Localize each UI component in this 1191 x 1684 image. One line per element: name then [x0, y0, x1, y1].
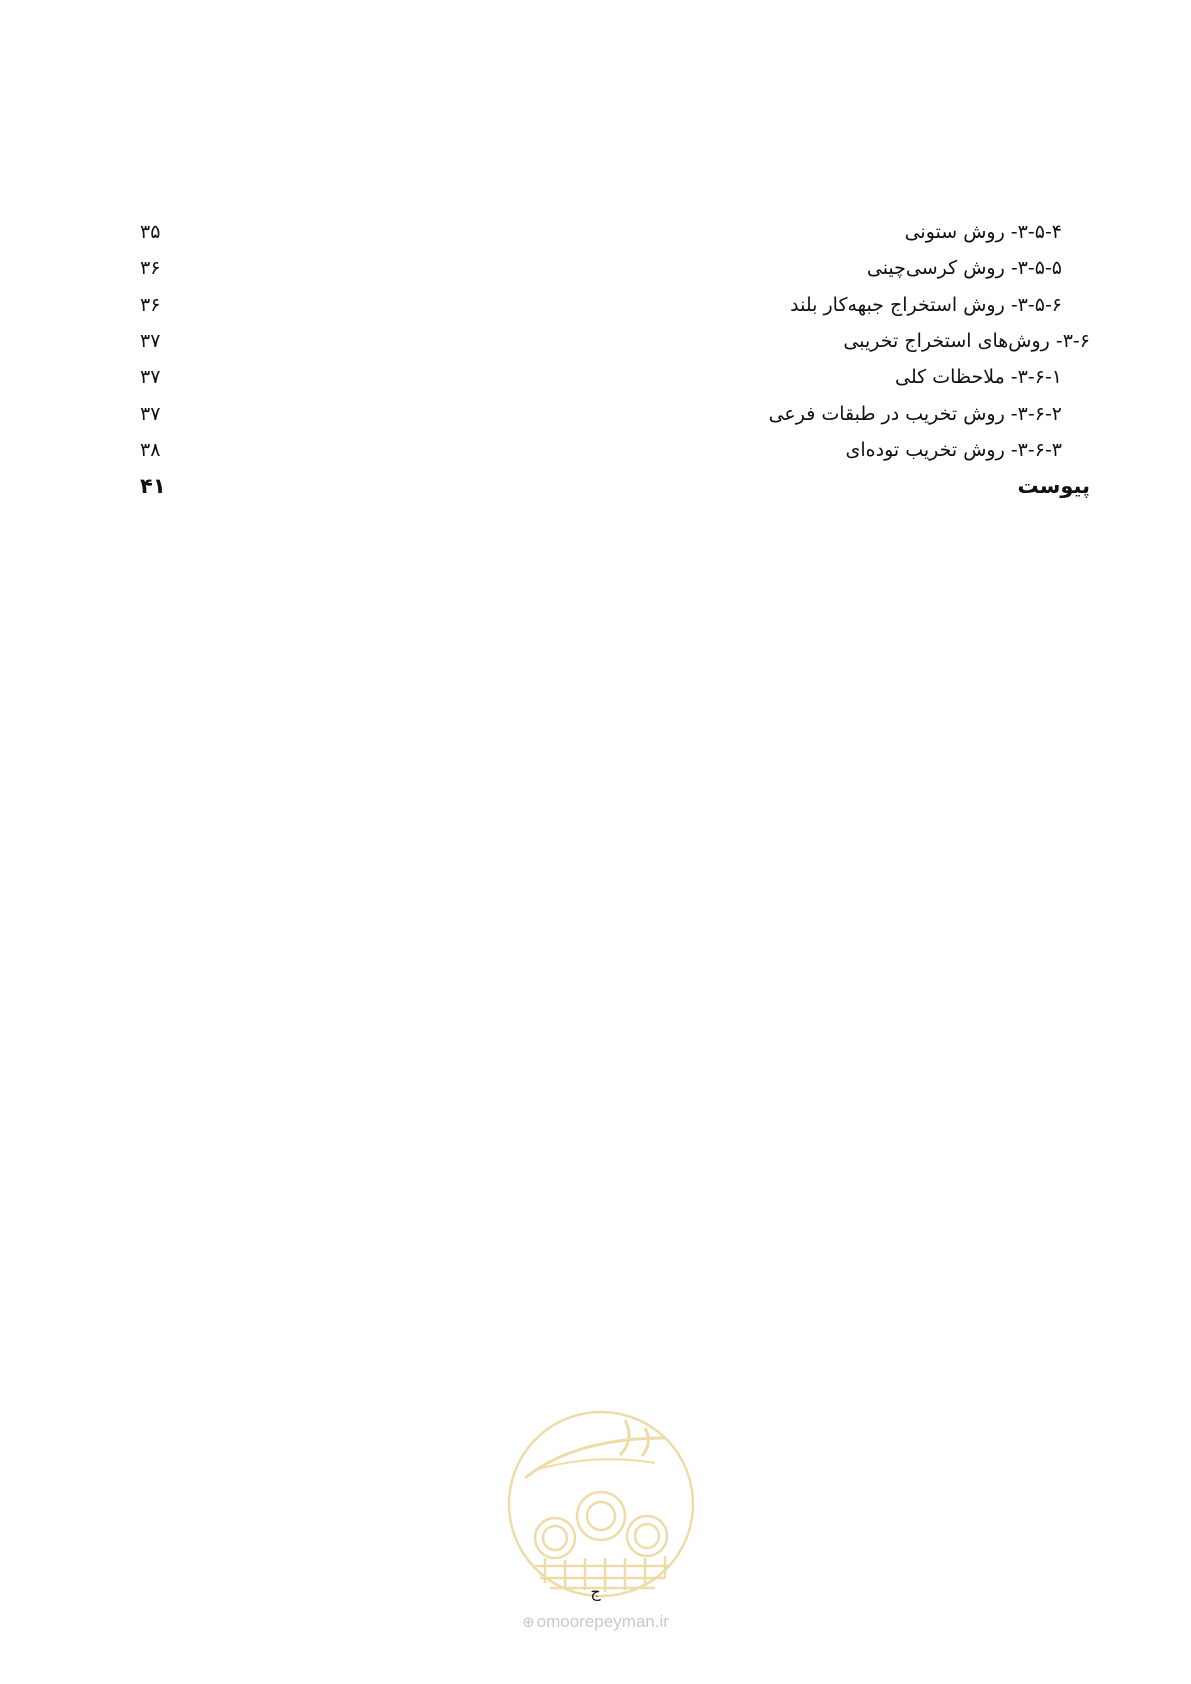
- toc-entry-page: ۳۷: [140, 330, 161, 353]
- toc-entry-title: ۳-۵-۴- روش ستونی: [904, 221, 1062, 244]
- toc-entry-page: ۳۸: [140, 438, 161, 461]
- toc-entry-title: ۳-۵-۶- روش استخراج جبهه‌کار بلند: [790, 293, 1062, 316]
- toc-entry-page: ۴۱: [140, 474, 166, 499]
- seal-logo-icon: [505, 1408, 697, 1600]
- toc-entry[interactable]: [140, 250, 1090, 286]
- toc-entry[interactable]: [140, 395, 1090, 431]
- toc-entry-page: ۳۷: [140, 366, 161, 389]
- toc-entry-title: ۳-۵-۵- روش کرسی‌چینی: [866, 257, 1062, 280]
- website-footer[interactable]: [0, 1612, 1191, 1632]
- website-url: omoorepeyman.ir: [536, 1612, 669, 1631]
- globe-icon: ⊕: [522, 1614, 535, 1631]
- toc-entry-appendix[interactable]: [140, 468, 1090, 504]
- toc-entry-title: ۳-۶-۲- روش تخریب در طبقات فرعی: [768, 402, 1062, 425]
- toc-entry-title: ۳-۶- روش‌های استخراج تخریبی: [843, 330, 1090, 353]
- table-of-contents: [140, 214, 1090, 504]
- toc-entry-page: ۳۶: [140, 257, 161, 280]
- toc-entry-title: ۳-۶-۳- روش تخریب توده‌ای: [845, 438, 1062, 461]
- page-number: ج: [590, 1582, 601, 1601]
- toc-entry[interactable]: [140, 214, 1090, 250]
- toc-entry-page: ۳۶: [140, 293, 161, 316]
- toc-entry[interactable]: [140, 323, 1090, 359]
- toc-entry[interactable]: [140, 359, 1090, 395]
- toc-entry-page: ۳۷: [140, 402, 161, 425]
- toc-entry-title: پیوست: [1017, 474, 1090, 499]
- toc-entry[interactable]: [140, 287, 1090, 323]
- toc-entry-title: ۳-۶-۱- ملاحظات کلی: [895, 366, 1062, 389]
- toc-entry[interactable]: [140, 432, 1090, 468]
- toc-entry-page: ۳۵: [140, 221, 161, 244]
